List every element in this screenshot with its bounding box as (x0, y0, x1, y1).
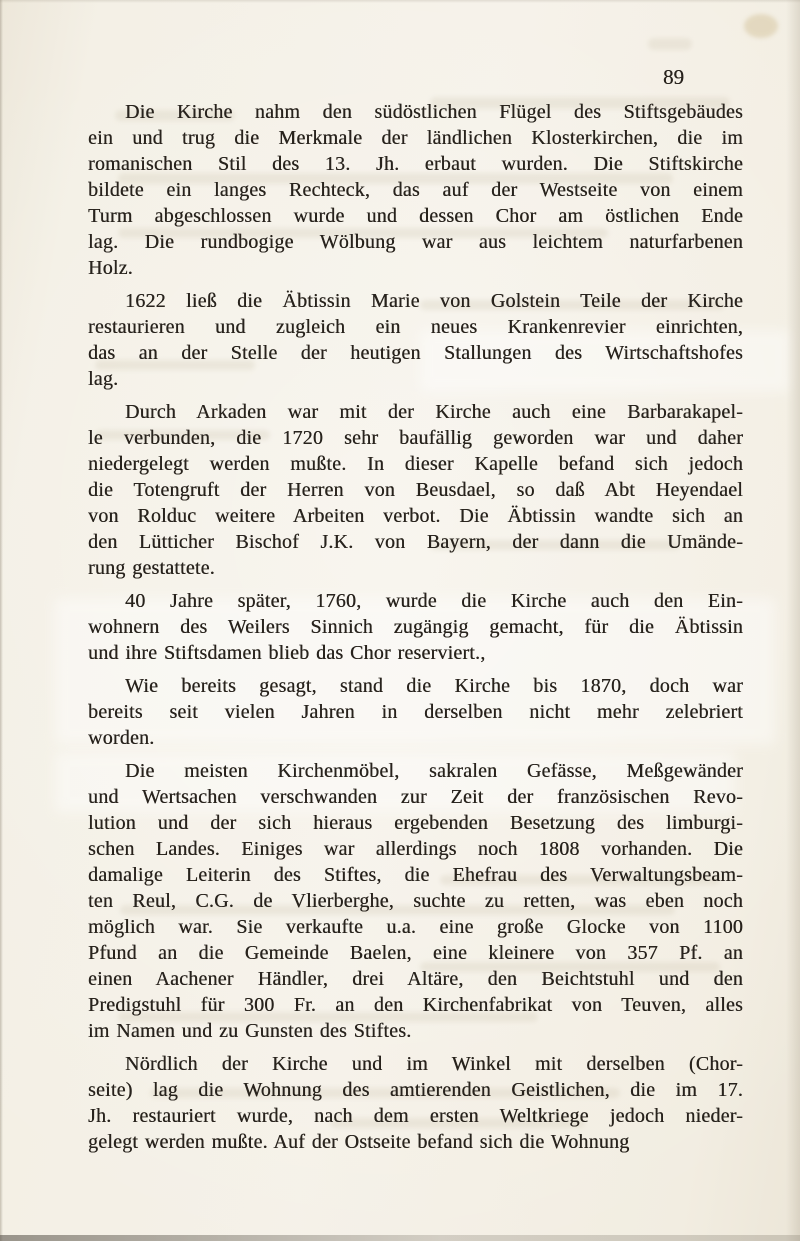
text-line: den Lütticher Bischof J.K. von Bayern, der dann die Umände- (88, 531, 743, 553)
text-line: Holz. (88, 257, 133, 279)
text-line: bereits seit vielen Jahren in derselben nicht mehr zelebriert (88, 701, 743, 723)
text-line: Pfund an die Gemeinde Baelen, eine kleinere von 357 Pf. an (88, 942, 743, 964)
text-line: und Wertsachen verschwanden zur Zeit der französischen Revo- (88, 786, 743, 808)
paragraph (88, 673, 743, 751)
page-number: 89 (663, 65, 684, 89)
page-edge-shadow-left (0, 0, 3, 1241)
text-line: Turm abgeschlossen wurde und dessen Chor am östlichen Ende (88, 205, 743, 227)
paragraph (88, 288, 743, 392)
text-line: worden. (88, 727, 155, 749)
text-line: lution und der sich hieraus ergebenden Besetzung des limburgi- (88, 812, 743, 834)
text-line: schen Landes. Einiges war allerdings noch 1808 vorhanden. Die (88, 838, 743, 860)
page-edge-shadow-top (0, 0, 800, 3)
text-line: die Totengruft der Herren von Beusdael, so daß Abt Heyendael (88, 479, 743, 501)
paragraph (88, 1051, 743, 1155)
text-line: niedergelegt werden mußte. In dieser Kapelle befand sich jedoch (88, 453, 743, 475)
text-line: möglich war. Sie verkaufte u.a. eine große Glocke von 1100 (88, 916, 743, 938)
text-line: seite) lag die Wohnung des amtierenden Geistlichen, die im 17. (88, 1079, 743, 1101)
paragraph (88, 758, 743, 1044)
text-line: Die Kirche nahm den südöstlichen Flügel des Stiftsgebäudes (125, 101, 743, 123)
text-line: Durch Arkaden war mit der Kirche auch eine Barbarakapel- (125, 401, 743, 423)
paragraph (88, 588, 743, 666)
text-line: und ihre Stiftsdamen blieb das Chor reserviert., (88, 642, 486, 664)
corner-smudge (744, 14, 778, 38)
text-line: Jh. restauriert wurde, nach dem ersten Weltkriege jedoch nieder- (88, 1105, 743, 1127)
text-line: ein und trug die Merkmale der ländlichen Klosterkirchen, die im (88, 127, 743, 149)
paragraph (88, 99, 743, 281)
text-line: 40 Jahre später, 1760, wurde die Kirche auch den Ein- (125, 590, 743, 612)
text-line: damalige Leiterin des Stiftes, die Ehefrau des Verwaltungsbeam- (88, 864, 743, 886)
text-line: Die meisten Kirchenmöbel, sakralen Gefässe, Meßgewänder (125, 760, 743, 782)
text-line: einen Aachener Händler, drei Altäre, den Beichtstuhl und den (88, 968, 743, 990)
text-line: Predigstuhl für 300 Fr. an den Kirchenfabrikat von Teuven, alles (88, 994, 743, 1016)
page-edge-shadow-right (786, 0, 800, 1241)
text-line: le verbunden, die 1720 sehr baufällig geworden war und daher (88, 427, 743, 449)
page-edge-shadow-bottom (0, 1235, 800, 1241)
text-line: Wie bereits gesagt, stand die Kirche bis 1870, doch war (125, 675, 743, 697)
text-line: lag. (88, 368, 119, 390)
text-line: das an der Stelle der heutigen Stallungen des Wirtschaftshofes (88, 342, 743, 364)
text-line: 1622 ließ die Äbtissin Marie von Golstein Teile der Kirche (125, 290, 743, 312)
bleed-through-artifact (648, 38, 692, 50)
text-line: lag. Die rundbogige Wölbung war aus leichtem naturfarbenen (88, 231, 743, 253)
text-line: gelegt werden mußte. Auf der Ostseite befand sich die Wohnung (88, 1131, 630, 1153)
text-line: von Rolduc weitere Arbeiten verbot. Die Äbtissin wandte sich an (88, 505, 743, 527)
text-block (88, 99, 743, 1162)
text-line: ten Reul, C.G. de Vlierberghe, suchte zu retten, was eben noch (88, 890, 743, 912)
text-line: im Namen und zu Gunsten des Stiftes. (88, 1020, 412, 1042)
text-line: bildete ein langes Rechteck, das auf der Westseite von einem (88, 179, 743, 201)
paragraph (88, 399, 743, 581)
text-line: wohnern des Weilers Sinnich zugängig gemacht, für die Äbtissin (88, 616, 743, 638)
text-line: romanischen Stil des 13. Jh. erbaut wurden. Die Stiftskirche (88, 153, 743, 175)
text-line: Nördlich der Kirche und im Winkel mit derselben (Chor- (125, 1053, 743, 1075)
text-line: rung gestattete. (88, 557, 215, 579)
text-line: restaurieren und zugleich ein neues Krankenrevier einrichten, (88, 316, 743, 338)
